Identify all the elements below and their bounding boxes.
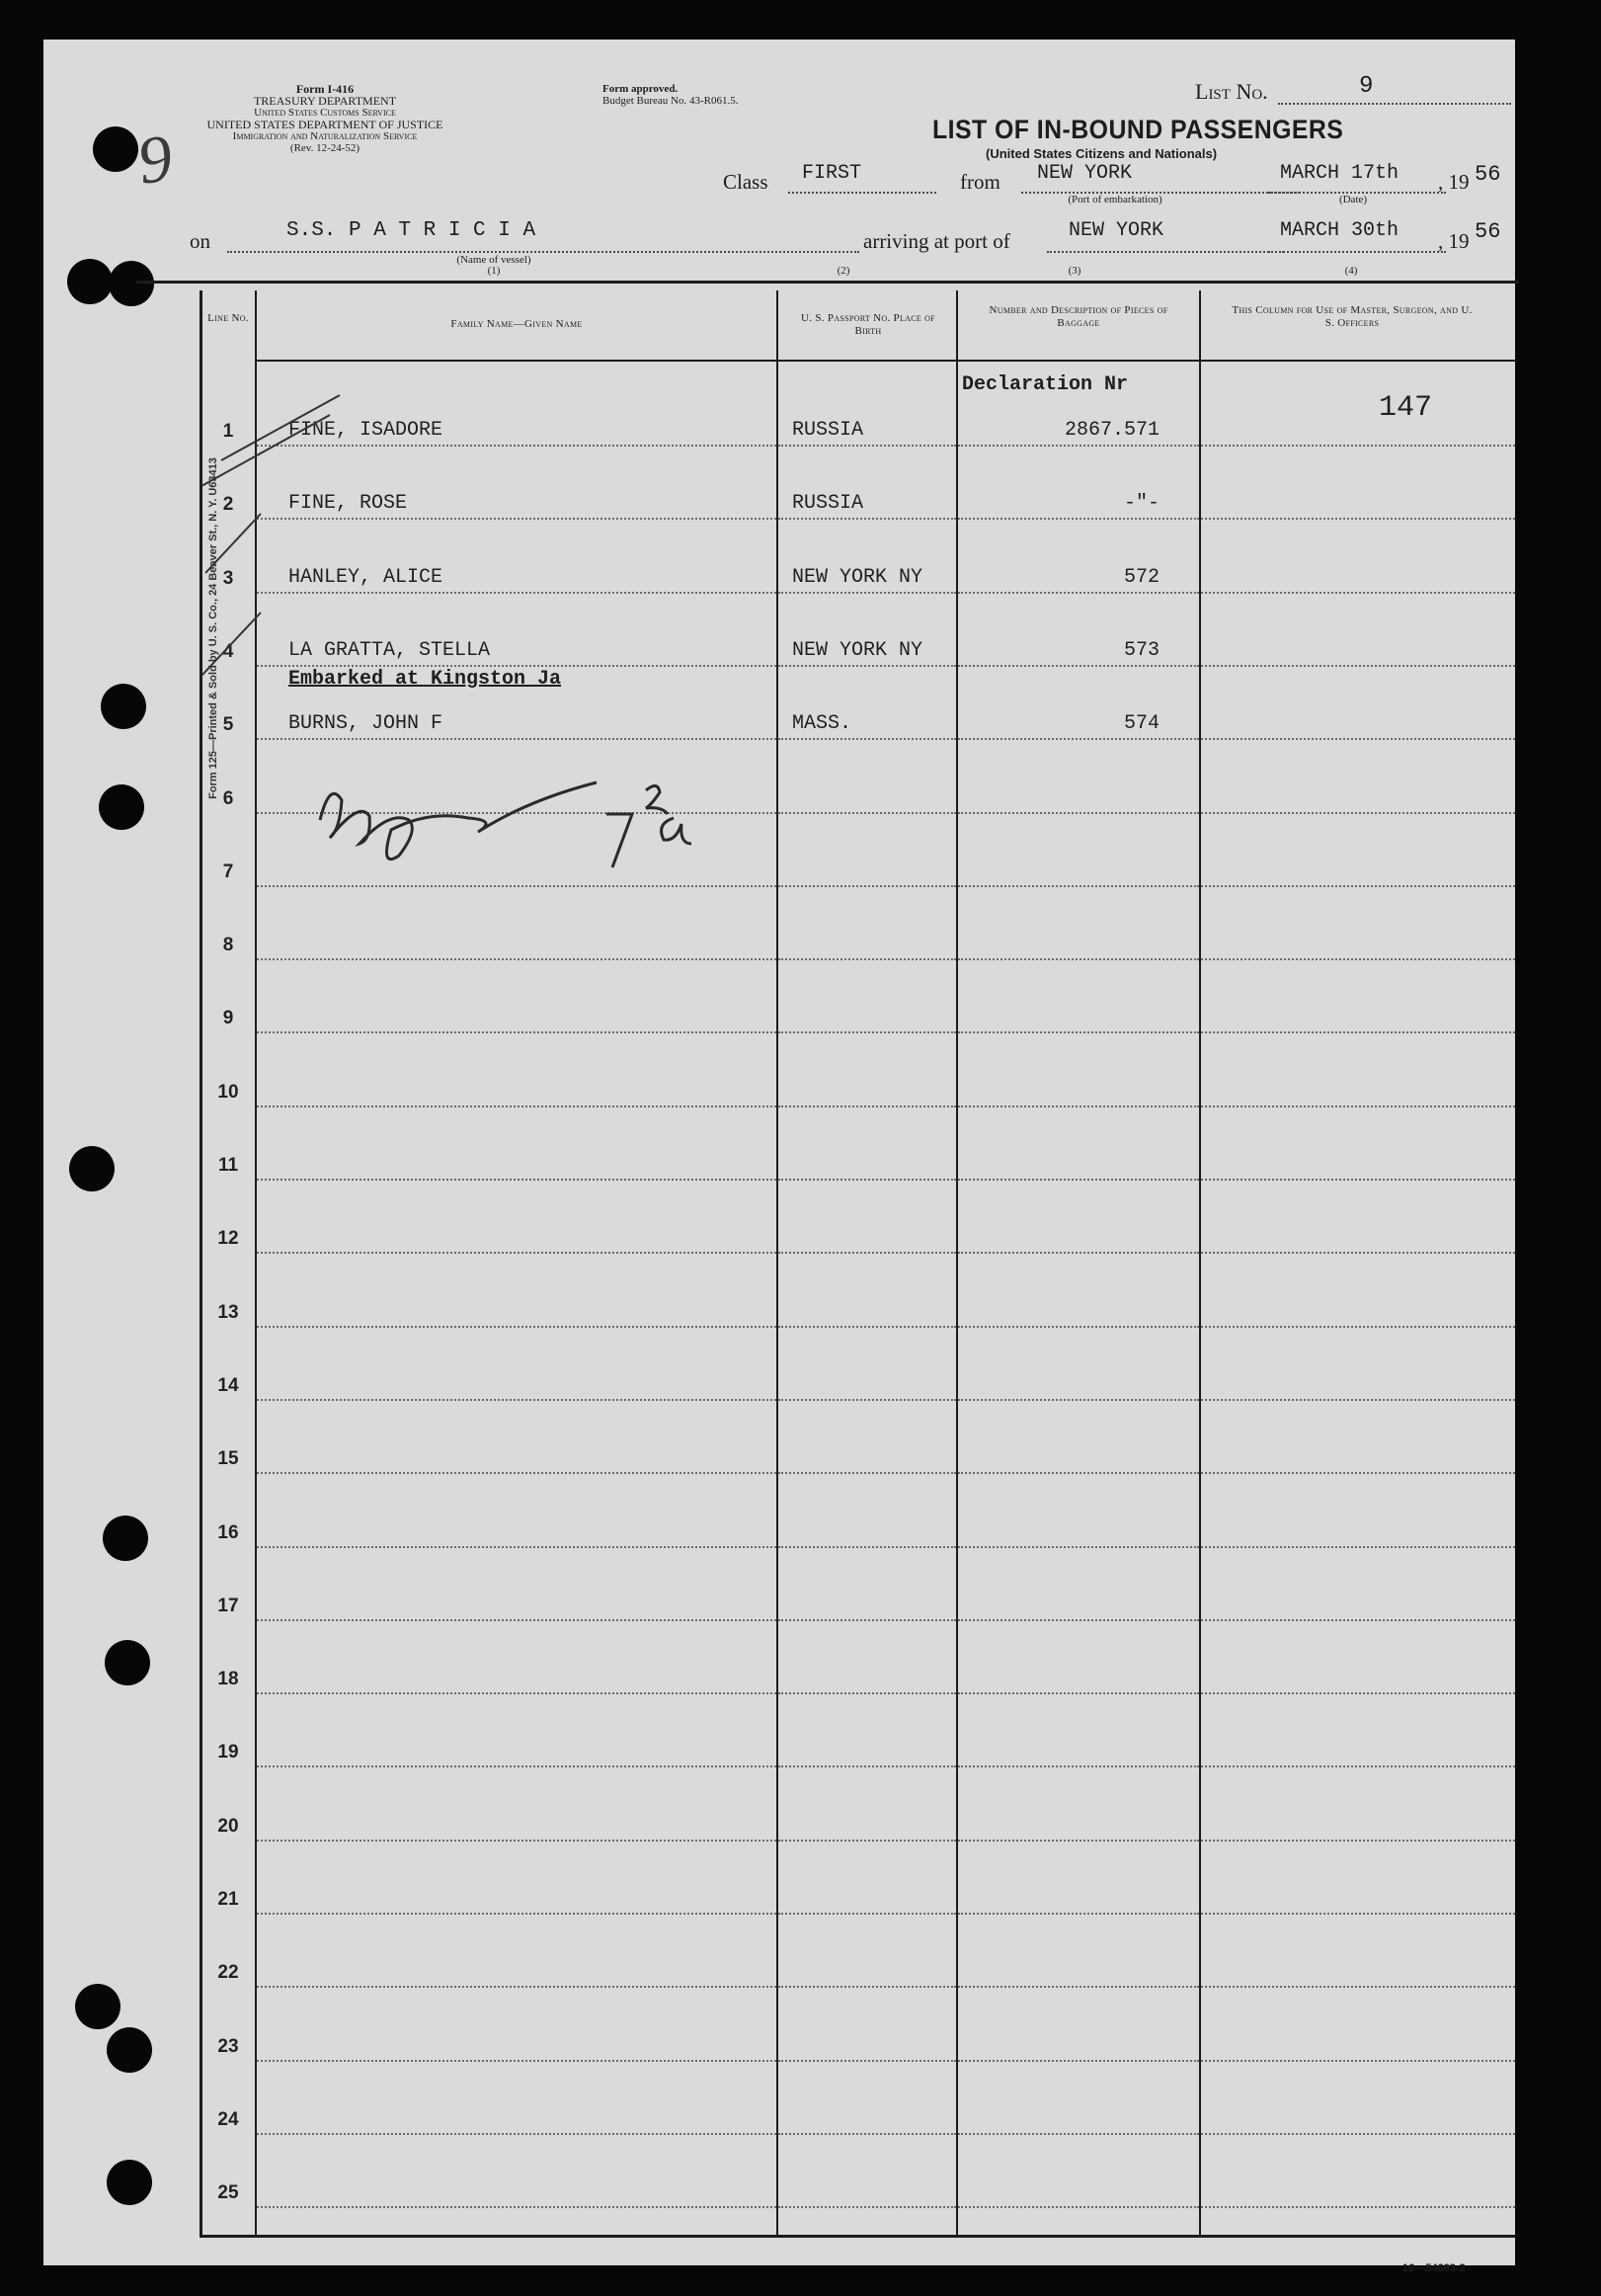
line-number: 17 <box>217 1596 239 1616</box>
row-rule <box>1201 1619 1515 1621</box>
punch-hole <box>67 259 113 304</box>
line-number: 23 <box>217 2036 239 2057</box>
row-rule <box>778 1619 956 1621</box>
dept-treasury: TREASURY DEPARTMENT <box>253 94 397 108</box>
row-rule <box>257 885 776 887</box>
row-rule <box>778 1986 956 1988</box>
arrival-port: NEW YORK <box>1069 219 1164 242</box>
officer-number: 147 <box>1379 391 1433 425</box>
row-rule <box>778 1179 956 1181</box>
line-number: 2 <box>222 494 234 515</box>
row-rule <box>1201 592 1515 594</box>
list-number-value: 9 <box>1359 73 1374 100</box>
table-top-rule <box>136 281 1519 284</box>
punch-hole <box>103 1516 148 1561</box>
row-rule <box>257 1326 776 1328</box>
from-value: NEW YORK <box>1037 162 1133 185</box>
list-number-label: List No. <box>1195 79 1268 104</box>
baggage-number: 574 <box>1123 712 1160 735</box>
arrival-date-line <box>1268 251 1446 253</box>
row-rule <box>778 1326 956 1328</box>
class-line <box>788 192 936 194</box>
form-id: Form I-416 <box>295 82 355 96</box>
line-number: 21 <box>217 1889 239 1910</box>
row-rule <box>1201 1546 1515 1548</box>
punch-hole <box>107 2160 152 2205</box>
class-value: FIRST <box>802 162 862 185</box>
col-divider-name <box>776 290 778 2237</box>
row-rule <box>958 665 1199 667</box>
row-rule <box>1201 1840 1515 1842</box>
line-number: 22 <box>217 1962 239 1983</box>
dept-immigration: Immigration and Naturalization Service <box>232 130 418 142</box>
row-rule <box>1201 1106 1515 1107</box>
approval-line-1: Form approved. <box>602 83 679 95</box>
row-rule <box>778 518 956 520</box>
row-rule <box>778 665 956 667</box>
row-rule <box>778 738 956 740</box>
row-rule <box>778 1472 956 1474</box>
baggage-number: 573 <box>1123 639 1160 662</box>
line-number: 13 <box>217 1302 239 1323</box>
row-rule <box>1201 1252 1515 1254</box>
row-rule <box>257 2060 776 2062</box>
revision-date: (Rev. 12-24-52) <box>289 142 360 154</box>
col-caption-3: (3) <box>1068 265 1081 277</box>
approval-block <box>602 83 738 107</box>
row-rule <box>257 1986 776 1988</box>
margin-note: 9 <box>132 120 178 200</box>
row-rule <box>1201 1986 1515 1988</box>
row-rule <box>257 738 776 740</box>
row-rule <box>778 812 956 814</box>
row-rule <box>1201 2206 1515 2208</box>
baggage-heading: Declaration Nr <box>962 373 1129 396</box>
row-rule <box>958 1399 1199 1401</box>
baggage-number: 2867.571 <box>1064 419 1160 442</box>
row-rule <box>958 812 1199 814</box>
punch-hole <box>75 1984 120 2029</box>
row-rule <box>958 2060 1199 2062</box>
row-rule <box>257 1252 776 1254</box>
row-rule <box>778 1399 956 1401</box>
arrival-port-line <box>1047 251 1284 253</box>
side-printer-note: Form 125—Printed & Sold by U. S. Co., 24 Beaver St., N. Y. U63413 <box>207 457 219 799</box>
row-rule <box>958 1179 1199 1181</box>
punch-hole <box>93 126 138 172</box>
line-number: 7 <box>222 861 234 882</box>
line-number: 14 <box>217 1375 239 1396</box>
row-rule <box>257 1399 776 1401</box>
col-caption-1: (1) <box>487 265 501 277</box>
row-rule <box>257 1546 776 1548</box>
row-rule <box>1201 2060 1515 2062</box>
punch-hole <box>101 684 146 729</box>
baggage-number: 572 <box>1123 566 1160 589</box>
row-rule <box>1201 812 1515 814</box>
row-rule <box>257 1840 776 1842</box>
approval-line-2: Budget Bureau No. 43-R061.5. <box>602 95 739 107</box>
footer-code: 16—54683-2 <box>1402 2262 1466 2274</box>
col-header-baggage: Number and Description of Pieces of Baggage <box>989 304 1168 329</box>
row-rule <box>778 2206 956 2208</box>
row-rule <box>778 958 956 960</box>
line-number: 9 <box>222 1008 234 1028</box>
arrival-date: MARCH 30th <box>1280 219 1400 242</box>
col-header-name: Family Name—Given Name <box>450 318 583 330</box>
row-rule <box>778 2060 956 2062</box>
row-rule <box>257 958 776 960</box>
arriving-label: arriving at port of <box>863 229 1010 253</box>
line-number: 1 <box>222 421 234 442</box>
line-number: 8 <box>222 935 234 955</box>
row-rule <box>778 1765 956 1767</box>
row-rule <box>958 1326 1199 1328</box>
row-rule <box>257 1106 776 1107</box>
line-number: 25 <box>217 2182 239 2203</box>
row-rule <box>778 1692 956 1694</box>
row-rule <box>958 1840 1199 1842</box>
row-rule <box>1201 2133 1515 2135</box>
line-number: 16 <box>217 1522 239 1543</box>
row-rule <box>958 1031 1199 1033</box>
passenger-name: HANLEY, ALICE <box>288 566 443 589</box>
table-bottom-rule <box>200 2235 1515 2238</box>
row-rule <box>1201 1765 1515 1767</box>
row-rule <box>958 1913 1199 1915</box>
list-number-line <box>1278 103 1511 105</box>
col-header-officers: This Column for Use of Master, Surgeon, and U. S. Officers <box>1232 304 1473 329</box>
passenger-name: LA GRATTA, STELLA <box>288 639 491 662</box>
on-label: on <box>190 229 210 253</box>
row-rule <box>1201 885 1515 887</box>
vessel-name: S.S. P A T R I C I A <box>286 219 536 242</box>
row-rule <box>958 445 1199 447</box>
place-of-birth: RUSSIA <box>792 419 864 442</box>
passenger-name: FINE, ISADORE <box>288 419 443 442</box>
line-number: 11 <box>217 1155 239 1176</box>
row-rule <box>958 738 1199 740</box>
baggage-number: -"- <box>1123 492 1160 515</box>
row-rule <box>1201 665 1515 667</box>
col-header-line: Line No. <box>207 312 249 324</box>
document-page <box>43 40 1515 2274</box>
punch-hole <box>107 2027 152 2073</box>
line-number: 20 <box>217 1816 239 1837</box>
place-of-birth: MASS. <box>792 712 852 735</box>
row-rule <box>257 1472 776 1474</box>
vessel-caption: (Name of vessel) <box>456 254 531 266</box>
row-rule <box>1201 738 1515 740</box>
check-marks <box>192 366 389 692</box>
header-underline <box>257 360 1515 362</box>
row-rule <box>257 1179 776 1181</box>
row-rule <box>958 1472 1199 1474</box>
row-rule <box>958 1546 1199 1548</box>
passenger-name: BURNS, JOHN F <box>288 712 443 735</box>
depart-year: 56 <box>1475 162 1501 187</box>
punch-hole <box>69 1146 115 1191</box>
arrival-year: 56 <box>1475 219 1501 244</box>
line-number: 18 <box>217 1669 239 1689</box>
row-rule <box>958 518 1199 520</box>
row-rule <box>257 2133 776 2135</box>
row-rule <box>778 1031 956 1033</box>
col-divider-passport <box>956 290 958 2237</box>
place-of-birth: NEW YORK NY <box>792 639 923 662</box>
row-rule <box>778 2133 956 2135</box>
port-caption: (Port of embarkation) <box>1068 194 1162 205</box>
dept-customs: United States Customs Service <box>254 107 396 119</box>
punch-hole <box>99 784 144 830</box>
row-rule <box>1201 1692 1515 1694</box>
col-header-passport: U. S. Passport No. Place of Birth <box>801 312 935 337</box>
row-rule <box>958 1106 1199 1107</box>
punch-hole <box>105 1640 150 1685</box>
row-rule <box>958 1765 1199 1767</box>
row-rule <box>257 1619 776 1621</box>
arrival-year-prefix: , 19 <box>1438 229 1470 253</box>
place-of-birth: RUSSIA <box>792 492 864 515</box>
vessel-line <box>227 251 859 253</box>
row-rule <box>958 885 1199 887</box>
row-rule <box>958 2133 1199 2135</box>
row-rule <box>1201 1031 1515 1033</box>
row-rule <box>1201 1913 1515 1915</box>
row-rule <box>778 1840 956 1842</box>
col-caption-4: (4) <box>1344 265 1358 277</box>
col-divider-baggage <box>1199 290 1201 2237</box>
row-rule <box>778 1252 956 1254</box>
depart-date: MARCH 17th <box>1280 162 1400 185</box>
document-subtitle: (United States Citizens and Nationals) <box>986 146 1218 161</box>
row-rule <box>1201 1472 1515 1474</box>
row-rule <box>257 1765 776 1767</box>
row-rule <box>778 1106 956 1107</box>
line-number: 5 <box>222 714 234 735</box>
date-caption: (Date) <box>1338 194 1368 205</box>
line-number: 24 <box>217 2109 239 2130</box>
passenger-name: FINE, ROSE <box>288 492 408 515</box>
dept-justice: UNITED STATES DEPARTMENT OF JUSTICE <box>206 118 443 131</box>
row-rule <box>257 2206 776 2208</box>
row-rule <box>1201 1399 1515 1401</box>
row-rule <box>778 592 956 594</box>
row-rule <box>257 1031 776 1033</box>
row-rule <box>958 592 1199 594</box>
row-rule <box>1201 1179 1515 1181</box>
document-title: LIST OF IN-BOUND PASSENGERS <box>932 115 1344 144</box>
row-rule <box>1201 518 1515 520</box>
class-label: Class <box>723 170 768 194</box>
row-rule <box>958 1692 1199 1694</box>
line-number: 6 <box>222 788 234 809</box>
row-rule <box>778 1913 956 1915</box>
row-rule <box>1201 445 1515 447</box>
depart-year-prefix: , 19 <box>1438 170 1470 194</box>
embark-note: Embarked at Kingston Ja <box>288 668 562 691</box>
line-number: 10 <box>217 1082 239 1103</box>
place-of-birth: NEW YORK NY <box>792 566 923 589</box>
punch-hole <box>109 261 154 306</box>
row-rule <box>257 1692 776 1694</box>
line-number: 3 <box>222 568 234 589</box>
row-rule <box>778 445 956 447</box>
line-number: 12 <box>217 1228 239 1249</box>
line-number: 15 <box>217 1448 239 1469</box>
row-rule <box>257 1913 776 1915</box>
line-number: 19 <box>217 1742 239 1763</box>
row-rule <box>958 1619 1199 1621</box>
row-rule <box>958 1986 1199 1988</box>
header-agency-block <box>192 83 458 154</box>
from-label: from <box>960 170 1001 194</box>
handwritten-signature <box>300 761 715 879</box>
row-rule <box>958 1252 1199 1254</box>
line-number: 4 <box>222 641 234 662</box>
row-rule <box>778 885 956 887</box>
row-rule <box>1201 1326 1515 1328</box>
row-rule <box>958 958 1199 960</box>
row-rule <box>958 2206 1199 2208</box>
col-caption-2: (2) <box>837 265 850 277</box>
row-rule <box>1201 958 1515 960</box>
row-rule <box>778 1546 956 1548</box>
